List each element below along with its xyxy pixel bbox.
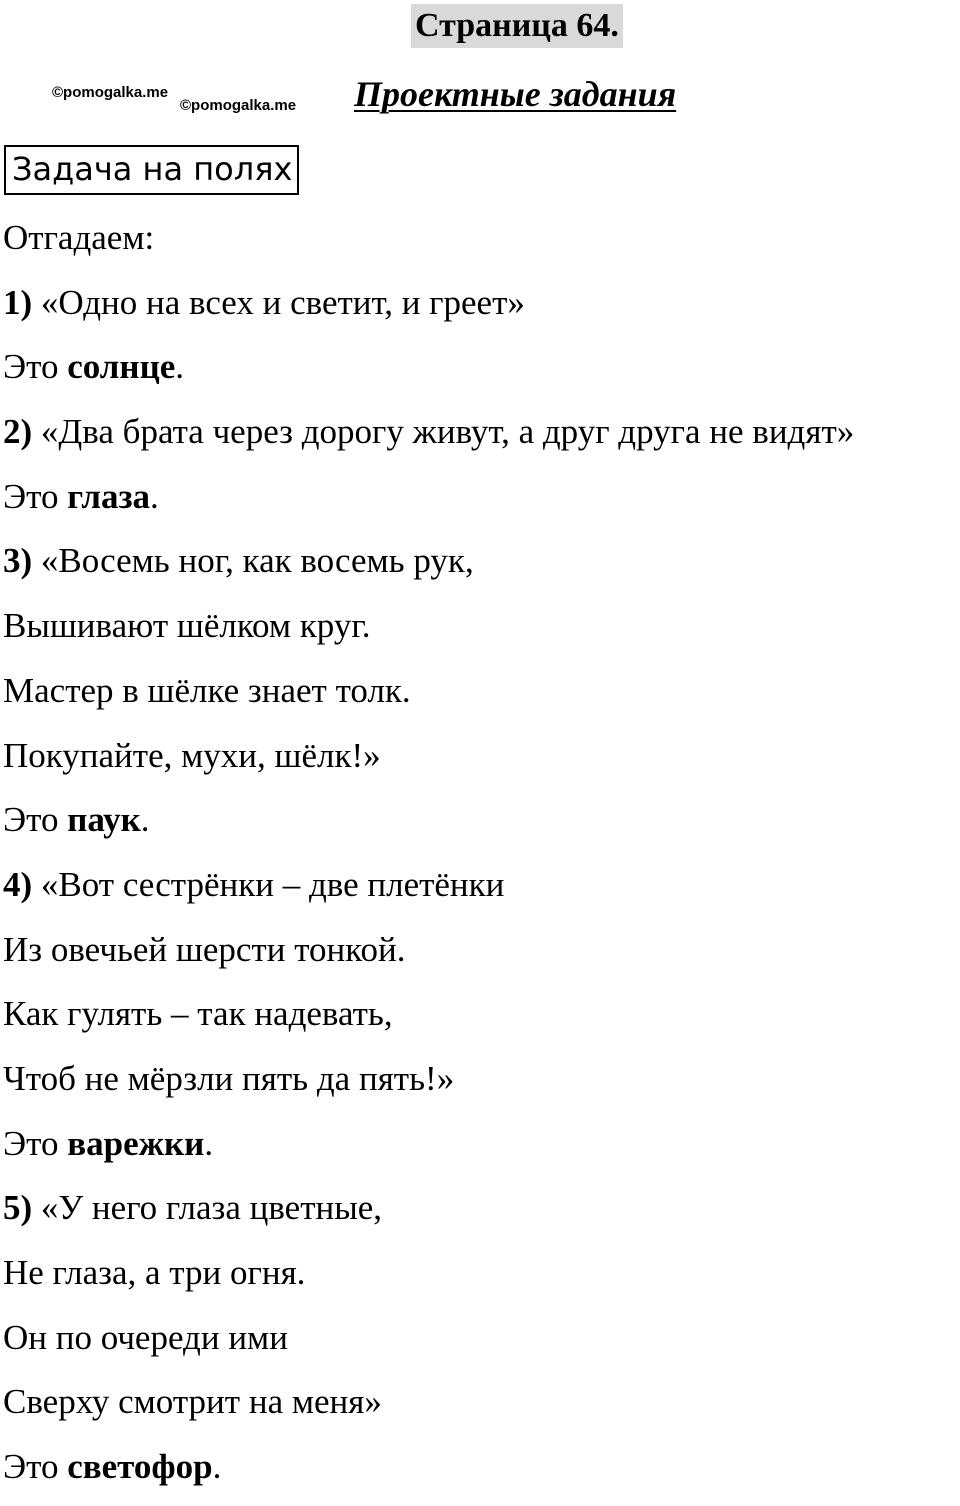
watermark: ©pomogalka.me: [52, 84, 169, 101]
answer-line: [3, 1118, 960, 1183]
riddle-line: [3, 1182, 960, 1247]
answer-line: [3, 1441, 960, 1506]
riddle-line: [3, 859, 960, 924]
riddle-text: «Восемь ног, как восемь рук,: [40, 541, 474, 581]
answer-word: светофор: [67, 1447, 213, 1487]
riddle-line: [3, 277, 960, 342]
watermark: ©pomogalka.me: [180, 97, 297, 114]
answer-suffix: .: [140, 800, 150, 840]
riddle-line: Не глаза, а три огня.: [3, 1253, 306, 1292]
riddle-number: 3): [3, 541, 33, 581]
riddle-line: Мастер в шёлке знает толк.: [3, 670, 411, 710]
answer-suffix: .: [150, 476, 159, 516]
answer-prefix: Это: [3, 800, 59, 840]
riddle-line: Вышивают шёлком круг.: [3, 606, 371, 646]
riddle-line: [3, 406, 960, 471]
answer-word: паук: [67, 800, 141, 840]
riddle-line: Сверху смотрит на меня»: [3, 1382, 382, 1422]
riddle-number: 4): [3, 864, 33, 904]
riddle-number: 1): [3, 282, 33, 322]
riddle-line: Он по очереди ими: [3, 1317, 288, 1357]
answer-word: глаза: [67, 476, 151, 516]
answer-line: [3, 341, 960, 406]
answer-prefix: Это: [3, 347, 59, 387]
riddle-text: «Одно на всех и светит, и греет»: [40, 282, 525, 322]
answer-word: варежки: [67, 1123, 205, 1163]
riddle-number: 2): [3, 412, 33, 452]
answer-line: [3, 471, 960, 536]
answer-suffix: .: [212, 1447, 222, 1487]
riddle-line: Покупайте, мухи, шёлк!»: [3, 735, 381, 775]
riddle-line: Как гулять – так надевать,: [3, 994, 393, 1034]
answer-prefix: Это: [3, 1123, 59, 1163]
answer-suffix: .: [204, 1123, 214, 1163]
riddle-line: Чтоб не мёрзли пять да пять!»: [3, 1058, 455, 1098]
riddle-line: [3, 535, 960, 600]
riddle-number: 5): [3, 1188, 33, 1228]
riddle-text: «У него глаза цветные,: [40, 1188, 383, 1228]
riddle-line: Из овечьей шерсти тонкой.: [3, 929, 406, 969]
section-title: Проектные задания: [354, 74, 677, 114]
answer-line: [3, 794, 960, 859]
riddle-text: «Вот сестрёнки – две плетёнки: [40, 864, 505, 904]
task-label-box: Задача на полях: [4, 145, 299, 195]
answer-word: солнце: [67, 347, 176, 387]
intro-line: Отгадаем:: [3, 218, 155, 257]
riddles-content: [3, 212, 960, 1506]
answer-prefix: Это: [3, 1447, 59, 1487]
answer-prefix: Это: [3, 476, 59, 516]
answer-suffix: .: [175, 347, 185, 387]
riddle-text: «Два брата через дорогу живут, а друг друга не видят»: [40, 412, 855, 452]
page-title: Страница 64.: [411, 4, 623, 48]
